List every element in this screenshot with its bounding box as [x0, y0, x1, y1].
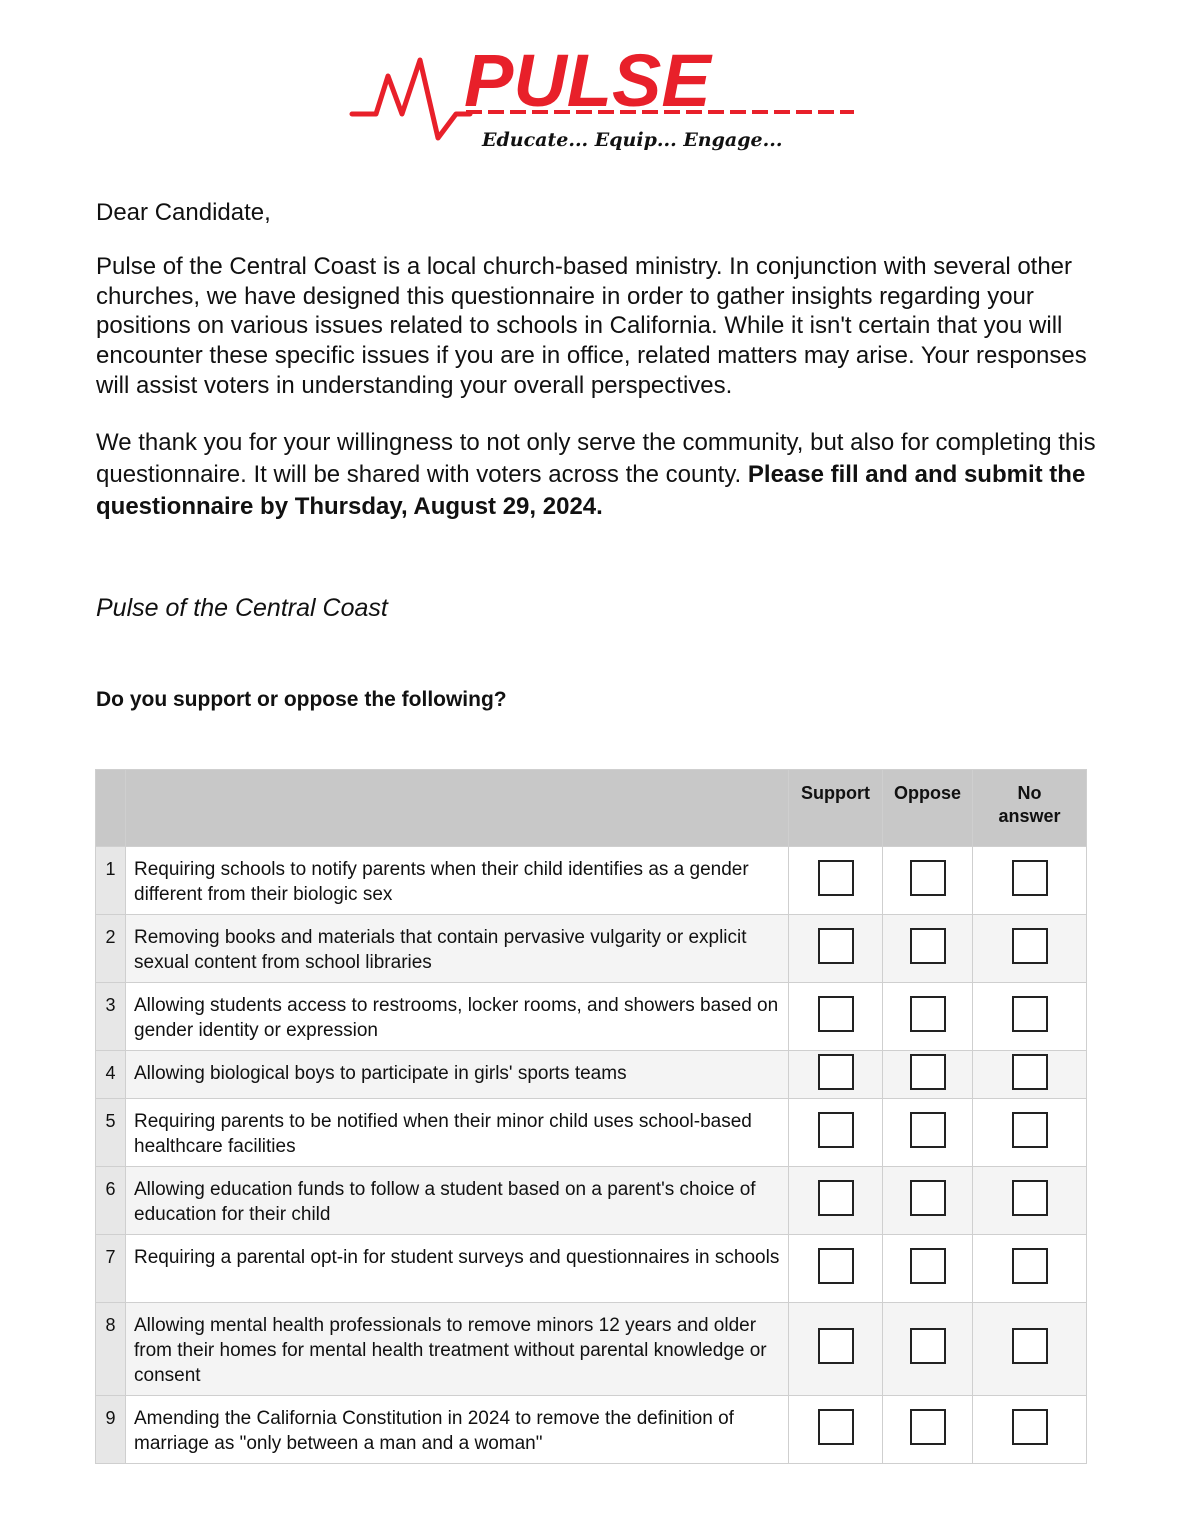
- oppose-checkbox[interactable]: [910, 860, 946, 896]
- cell-oppose: [883, 1303, 973, 1396]
- cell-oppose: [883, 983, 973, 1051]
- row-question-text: Allowing biological boys to participate in girls' sports teams: [126, 1051, 789, 1099]
- row-question-text: Allowing mental health professionals to remove minors 12 years and older from their homes for mental health treatment without parental knowledge or consent: [126, 1303, 789, 1396]
- row-question-text: Requiring schools to notify parents when their child identifies as a gender different from their biologic sex: [126, 847, 789, 915]
- oppose-checkbox[interactable]: [910, 996, 946, 1032]
- letter-body: [96, 198, 1096, 523]
- intro-paragraph: Pulse of the Central Coast is a local church-based ministry. In conjunction with several other churches, we have designed this questionnaire in order to gather insights regarding your positions on various issues related to schools in California. While it isn't certain that you will encounter these specific issues if you are in office, related matters may arise. Your responses will assist voters in understanding your overall perspectives.: [96, 253, 1087, 399]
- cell-support: [789, 1303, 883, 1396]
- no-answer-checkbox[interactable]: [1012, 1248, 1048, 1284]
- table-row: [96, 1303, 1087, 1396]
- row-number: 4: [96, 1051, 126, 1099]
- table-row: [96, 1396, 1087, 1464]
- header-oppose: Oppose: [883, 770, 973, 847]
- cell-support: [789, 1235, 883, 1303]
- cell-no-answer: [973, 915, 1087, 983]
- cell-no-answer: [973, 1396, 1087, 1464]
- row-number: 7: [96, 1235, 126, 1303]
- cell-support: [789, 1396, 883, 1464]
- cell-no-answer: [973, 1099, 1087, 1167]
- support-checkbox[interactable]: [818, 1112, 854, 1148]
- support-checkbox[interactable]: [818, 1054, 854, 1090]
- row-number: 6: [96, 1167, 126, 1235]
- cell-no-answer: [973, 1051, 1087, 1099]
- row-question-text: Removing books and materials that contain pervasive vulgarity or explicit sexual content from school libraries: [126, 915, 789, 983]
- header-number: [96, 770, 126, 847]
- no-answer-checkbox[interactable]: [1012, 1112, 1048, 1148]
- support-checkbox[interactable]: [818, 1328, 854, 1364]
- support-checkbox[interactable]: [818, 860, 854, 896]
- no-answer-checkbox[interactable]: [1012, 928, 1048, 964]
- cell-no-answer: [973, 1303, 1087, 1396]
- table-row: [96, 1051, 1087, 1099]
- logo-tagline: Educate... Equip... Engage...: [482, 129, 783, 151]
- support-checkbox[interactable]: [818, 996, 854, 1032]
- table-header-row: [96, 770, 1087, 847]
- table-row: [96, 847, 1087, 915]
- row-question-text: Requiring a parental opt-in for student surveys and questionnaires in schools: [126, 1235, 789, 1303]
- row-question-text: Allowing education funds to follow a student based on a parent's choice of education for their child: [126, 1167, 789, 1235]
- oppose-checkbox[interactable]: [910, 928, 946, 964]
- cell-oppose: [883, 1051, 973, 1099]
- cell-oppose: [883, 1099, 973, 1167]
- support-checkbox[interactable]: [818, 1409, 854, 1445]
- support-checkbox[interactable]: [818, 1180, 854, 1216]
- pulse-logo: [340, 40, 870, 170]
- no-answer-checkbox[interactable]: [1012, 1180, 1048, 1216]
- cell-support: [789, 983, 883, 1051]
- cell-support: [789, 1099, 883, 1167]
- cell-oppose: [883, 1396, 973, 1464]
- heartbeat-line-icon: [352, 60, 470, 138]
- row-number: 5: [96, 1099, 126, 1167]
- row-question-text: Requiring parents to be notified when their minor child uses school-based healthcare facilities: [126, 1099, 789, 1167]
- cell-support: [789, 915, 883, 983]
- header-support: Support: [789, 770, 883, 847]
- support-checkbox[interactable]: [818, 1248, 854, 1284]
- row-number: 9: [96, 1396, 126, 1464]
- no-answer-checkbox[interactable]: [1012, 1409, 1048, 1445]
- signature: Pulse of the Central Coast: [96, 594, 388, 622]
- table-row: [96, 983, 1087, 1051]
- row-number: 1: [96, 847, 126, 915]
- oppose-checkbox[interactable]: [910, 1248, 946, 1284]
- questionnaire-prompt: Do you support or oppose the following?: [96, 688, 507, 711]
- thanks-paragraph: [96, 427, 1096, 523]
- questionnaire-table: [95, 769, 1087, 1464]
- row-question-text: Amending the California Constitution in 2024 to remove the definition of marriage as "only between a man and a woman": [126, 1396, 789, 1464]
- table-row: [96, 1167, 1087, 1235]
- cell-oppose: [883, 915, 973, 983]
- header-no-answer: No answer: [973, 770, 1087, 847]
- oppose-checkbox[interactable]: [910, 1112, 946, 1148]
- table-row: [96, 1099, 1087, 1167]
- cell-support: [789, 847, 883, 915]
- greeting: Dear Candidate,: [96, 199, 271, 226]
- row-number: 3: [96, 983, 126, 1051]
- cell-no-answer: [973, 847, 1087, 915]
- table-row: [96, 915, 1087, 983]
- row-number: 2: [96, 915, 126, 983]
- logo-wordmark: PULSE: [464, 40, 711, 122]
- support-checkbox[interactable]: [818, 928, 854, 964]
- thanks-text: We thank you for your willingness to not only serve the community, but also for completing this questionnaire. It will be shared with voters across the county.: [96, 428, 1096, 488]
- oppose-checkbox[interactable]: [910, 1180, 946, 1216]
- cell-oppose: [883, 1167, 973, 1235]
- cell-no-answer: [973, 1167, 1087, 1235]
- cell-no-answer: [973, 1235, 1087, 1303]
- oppose-checkbox[interactable]: [910, 1409, 946, 1445]
- deadline-text: Please fill and and submit the questionnaire by Thursday, August 29, 2024.: [96, 460, 1086, 520]
- header-question: [126, 770, 789, 847]
- no-answer-checkbox[interactable]: [1012, 860, 1048, 896]
- cell-oppose: [883, 847, 973, 915]
- cell-no-answer: [973, 983, 1087, 1051]
- table-row: [96, 1235, 1087, 1303]
- row-number: 8: [96, 1303, 126, 1396]
- oppose-checkbox[interactable]: [910, 1054, 946, 1090]
- row-question-text: Allowing students access to restrooms, locker rooms, and showers based on gender identity or expression: [126, 983, 789, 1051]
- cell-support: [789, 1051, 883, 1099]
- oppose-checkbox[interactable]: [910, 1328, 946, 1364]
- no-answer-checkbox[interactable]: [1012, 1054, 1048, 1090]
- cell-support: [789, 1167, 883, 1235]
- no-answer-checkbox[interactable]: [1012, 996, 1048, 1032]
- no-answer-checkbox[interactable]: [1012, 1328, 1048, 1364]
- cell-oppose: [883, 1235, 973, 1303]
